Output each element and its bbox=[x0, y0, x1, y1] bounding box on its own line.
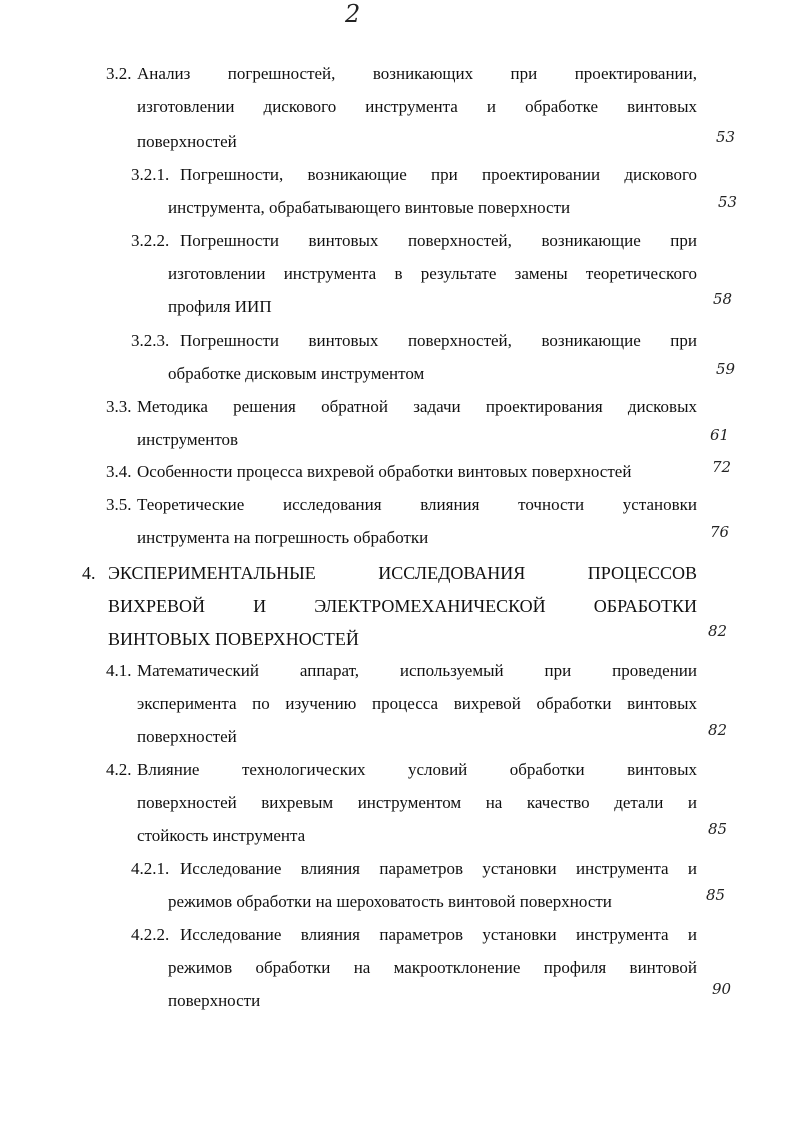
entry-line: Математический аппарат, используемый при проведении bbox=[137, 661, 697, 680]
entry-page-number: 61 bbox=[710, 426, 730, 444]
entry-line: ВИХРЕВОЙ И ЭЛЕКТРОМЕХАНИЧЕСКОЙ ОБРАБОТКИ bbox=[108, 596, 697, 616]
entry-number: 4.2. bbox=[106, 760, 132, 779]
entry-page-number: 82 bbox=[708, 622, 728, 640]
entry-line: стойкость инструмента bbox=[137, 826, 306, 845]
entry-line: поверхностей вихревым инструментом на качество детали и bbox=[137, 793, 697, 812]
entry-line: Погрешности, возникающие при проектировании дискового bbox=[180, 165, 697, 184]
entry-line: Особенности процесса вихревой обработки винтовых поверхностей bbox=[137, 462, 632, 481]
entry-number: 3.2.1. bbox=[131, 165, 170, 184]
entry-page-number: 85 bbox=[706, 886, 726, 904]
entry-line: инструментов bbox=[137, 430, 239, 449]
entry-number: 4.2.1. bbox=[131, 859, 170, 878]
entry-page-number: 72 bbox=[712, 458, 732, 476]
entry-line: профиля ИИП bbox=[168, 297, 272, 316]
entry-page-number: 76 bbox=[710, 523, 730, 541]
entry-line: инструмента на погрешность обработки bbox=[137, 528, 429, 547]
entry-line: поверхностей bbox=[137, 132, 237, 151]
entry-line: обработке дисковым инструментом bbox=[168, 364, 425, 383]
entry-page-number: 82 bbox=[708, 721, 728, 739]
entry-line: Теоретические исследования влияния точности установки bbox=[137, 495, 697, 514]
entry-line: эксперимента по изучению процесса вихревой обработки винтовых bbox=[137, 694, 697, 713]
entry-line: поверхности bbox=[168, 991, 261, 1010]
entry-line: инструмента, обрабатывающего винтовые поверхности bbox=[168, 198, 571, 217]
entry-page-number: 90 bbox=[712, 980, 732, 998]
entry-line: Исследование влияния параметров установки инструмента и bbox=[180, 859, 697, 878]
entry-line: Исследование влияния параметров установки инструмента и bbox=[180, 925, 697, 944]
entry-line: поверхностей bbox=[137, 727, 237, 746]
entry-number: 3.4. bbox=[106, 462, 132, 481]
entry-number: 3.2.2. bbox=[131, 231, 170, 250]
entry-line: режимов обработки на макроотклонение профиля винтовой bbox=[168, 958, 697, 977]
entry-line: Анализ погрешностей, возникающих при проектировании, bbox=[137, 64, 697, 83]
entry-line: ЭКСПЕРИМЕНТАЛЬНЫЕ ИССЛЕДОВАНИЯ ПРОЦЕССОВ bbox=[108, 563, 697, 583]
entry-line: Погрешности винтовых поверхностей, возникающие при bbox=[180, 331, 697, 350]
entry-page-number: 53 bbox=[716, 128, 736, 146]
entry-number: 3.3. bbox=[106, 397, 132, 416]
entry-line: Методика решения обратной задачи проектирования дисковых bbox=[137, 397, 697, 416]
entry-page-number: 85 bbox=[708, 820, 728, 838]
entry-number: 3.5. bbox=[106, 495, 132, 514]
entry-number: 4.1. bbox=[106, 661, 132, 680]
entry-page-number: 53 bbox=[718, 193, 738, 211]
entry-line: режимов обработки на шероховатость винтовой поверхности bbox=[168, 892, 612, 911]
entry-line: изготовлении инструмента в результате замены теоретического bbox=[168, 264, 697, 283]
entry-number: 3.2. bbox=[106, 64, 132, 83]
entry-line: Погрешности винтовых поверхностей, возникающие при bbox=[180, 231, 697, 250]
entry-page-number: 59 bbox=[716, 360, 736, 378]
entry-line: Влияние технологических условий обработки винтовых bbox=[137, 760, 697, 779]
entry-number: 4.2.2. bbox=[131, 925, 170, 944]
entry-line: изготовлении дискового инструмента и обработке винтовых bbox=[137, 97, 697, 116]
entry-line: ВИНТОВЫХ ПОВЕРХНОСТЕЙ bbox=[108, 629, 359, 649]
page-number: 2 bbox=[345, 0, 361, 28]
entry-number: 3.2.3. bbox=[131, 331, 170, 350]
entry-page-number: 58 bbox=[713, 290, 733, 308]
entry-number: 4. bbox=[82, 563, 96, 583]
